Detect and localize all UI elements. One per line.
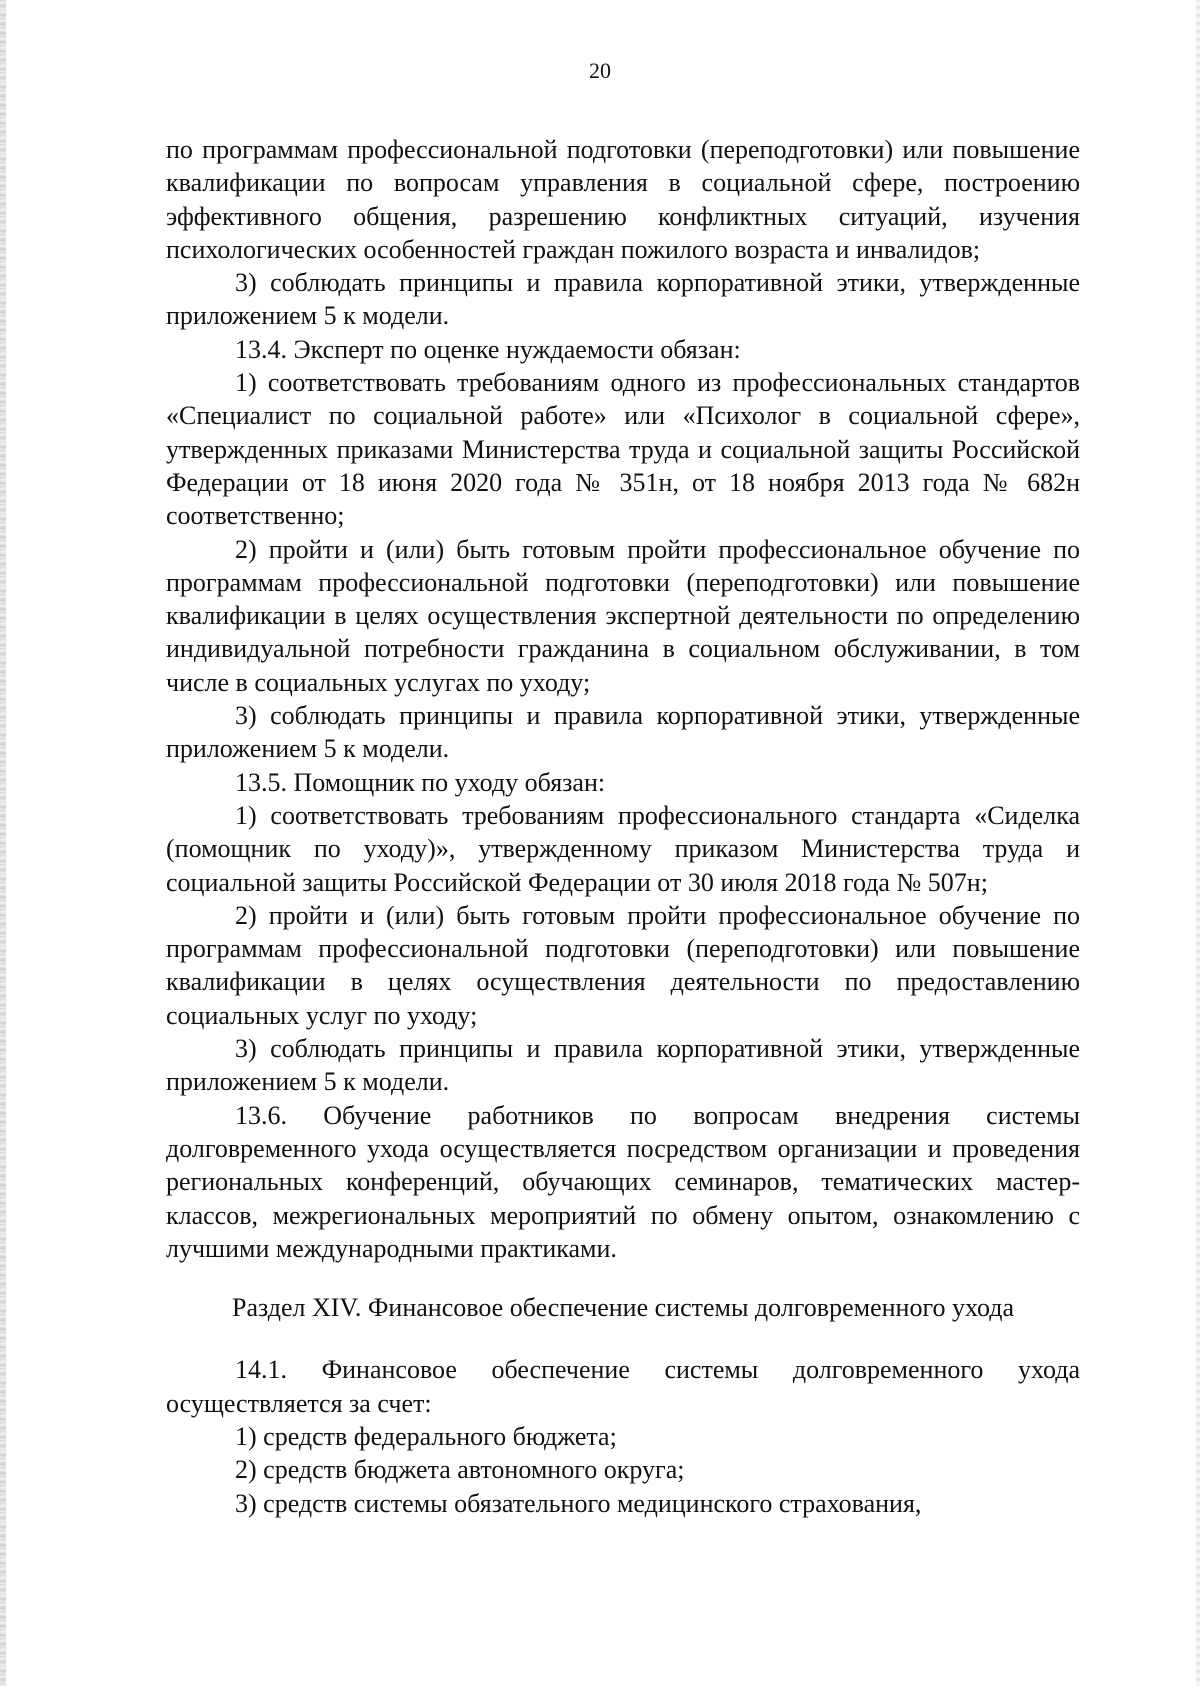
paragraph: 1) соответствовать требованиям одного из профессиональных стандартов «Специалист по социальной работе» или «Психолог в социальной сфере», утвержденных приказами Министерства труда и социальной защиты Российской Федерации от 18 июня 2020 года № 351н, от 18 ноября 2013 года № 682н соответственно; bbox=[166, 368, 1080, 531]
scan-edge-left bbox=[0, 0, 6, 1686]
paragraph: 3) средств системы обязательного медицинского страхования, bbox=[235, 1488, 922, 1518]
paragraph: 3) соблюдать принципы и правила корпоративной этики, утвержденные приложением 5 к модели. bbox=[166, 268, 1080, 331]
page-number: 20 bbox=[589, 58, 611, 83]
document-body bbox=[166, 133, 1080, 1520]
scan-edge-right bbox=[1196, 0, 1200, 1686]
paragraphs-before bbox=[166, 133, 1080, 1265]
paragraph: по программам профессиональной подготовки (переподготовки) или повышение квалификации по вопросам управления в социальной сфере, построению эффективного общения, разрешению конфликтных ситуаций, изучения психологических особенностей граждан пожилого возраста и инвалидов; bbox=[166, 135, 1080, 264]
paragraph: 1) соответствовать требованиям профессионального стандарта «Сиделка (помощник по уходу)», утвержденному приказом Министерства труда и социальной защиты Российской Федерации от 30 июля 2018 года № 507н; bbox=[166, 800, 1080, 897]
paragraph: 2) пройти и (или) быть готовым пройти профессиональное обучение по программам профессиональной подготовки (переподготовки) или повышение квалификации в целях осуществления деятельности по предоставлению социальных услуг по уходу; bbox=[166, 900, 1080, 1030]
paragraph: 13.4. Эксперт по оценке нуждаемости обязан: bbox=[235, 334, 741, 364]
section-heading: Раздел XIV. Финансовое обеспечение системы долговременного ухода bbox=[231, 1293, 1014, 1323]
paragraph: 14.1. Финансовое обеспечение системы долговременного ухода осуществляется за счет: bbox=[166, 1355, 1080, 1418]
paragraph: 2) средств бюджета автономного округа; bbox=[235, 1455, 685, 1485]
paragraph: 3) соблюдать принципы и правила корпоративной этики, утвержденные приложением 5 к модели. bbox=[166, 1034, 1080, 1097]
paragraph: 13.6. Обучение работников по вопросам внедрения системы долговременного ухода осуществляется посредством организации и проведения региональных конференций, обучающих семинаров, тематических мастер-классов, межрегиональных мероприятий по обмену опытом, ознакомлению с лучшими международными практиками. bbox=[166, 1100, 1080, 1263]
paragraph: 1) средств федерального бюджета; bbox=[235, 1421, 617, 1451]
paragraph: 13.5. Помощник по уходу обязан: bbox=[235, 767, 606, 797]
paragraph: 3) соблюдать принципы и правила корпоративной этики, утвержденные приложением 5 к модели. bbox=[166, 701, 1080, 764]
paragraph: 2) пройти и (или) быть готовым пройти профессиональное обучение по программам профессиональной подготовки (переподготовки) или повышение квалификации в целях осуществления экспертной деятельности по определению индивидуальной потребности гражданина в социальном обслуживании, в том числе в социальных услугах по уходу; bbox=[166, 534, 1080, 697]
paragraphs-after bbox=[166, 1353, 1080, 1519]
